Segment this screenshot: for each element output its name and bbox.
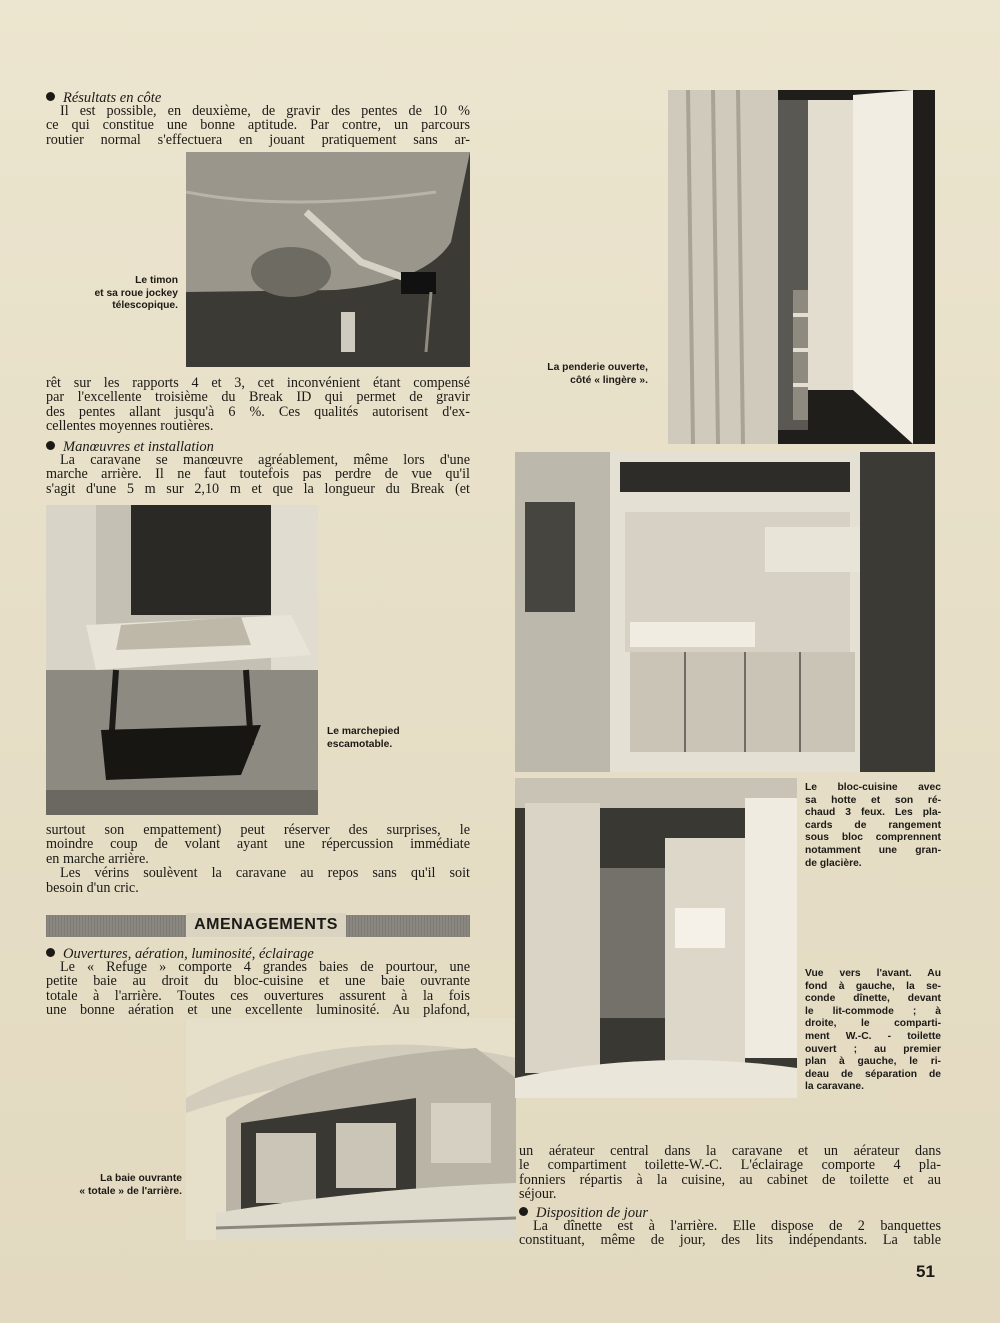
text-line: La caravane se manœuvre agréablement, même lors d'une [60, 453, 470, 468]
text-line: une bonne aération et une excellente luminosité. Au plafond, [46, 1003, 470, 1018]
text-line: constituant, même de jour, des lits indépendants. La table [519, 1233, 941, 1248]
photo-timon [186, 152, 470, 367]
photo-marchepied [46, 505, 318, 815]
text-line: Le « Refuge » comporte 4 grandes baies de pourtour, une [60, 960, 470, 975]
text-line: ce qui constitue une bonne aptitude. Par contre, un parcours [46, 118, 470, 133]
section-heading-resultats: Résultats en côte [46, 91, 161, 106]
caption-bloc-cuisine: Le bloc-cuisine avec sa hotte et son ré- chaud 3 feux. Les pla- cards de rangement sous bloc comprennent notamment une gran- de glacière. [805, 782, 941, 869]
text-line: La dînette est à l'arrière. Elle dispose de 2 banquettes [533, 1219, 941, 1234]
photo-bloc-cuisine [515, 452, 935, 772]
text-line: cellentes moyennes routières. [46, 419, 214, 434]
photo-timon-image [186, 152, 470, 367]
photo-vue-avant [515, 778, 797, 1098]
text-line: moindre coup de volant ayant une répercussion immédiate [46, 837, 470, 852]
bullet-icon [46, 441, 55, 450]
page-number: 51 [916, 1262, 935, 1281]
text-line: Les vérins soulèvent la caravane au repos sans qu'il soit [60, 866, 470, 881]
paragraph-manoeuvres [46, 453, 470, 496]
text-line: en marche arrière. [46, 851, 149, 867]
text-line: par l'excellente troisième du Break ID qui permet de gravir [46, 390, 470, 405]
photo-cuisine-image [515, 452, 935, 772]
paragraph-manoeuvres-cont [46, 823, 470, 895]
text-line: totale à l'arrière. Toutes ces ouvertures assurent à la fois [46, 988, 470, 1004]
text-line: routier normal s'effectuera en jouant pratiquement sans ar- [46, 132, 470, 148]
bullet-icon [46, 92, 55, 101]
photo-vue-image [515, 778, 797, 1098]
photo-penderie [668, 90, 935, 444]
text-line: besoin d'un cric. [46, 880, 139, 896]
section-heading-disposition: Disposition de jour [519, 1206, 648, 1221]
paragraph-ouvertures [46, 960, 470, 1018]
paragraph-disposition [519, 1219, 941, 1248]
photo-marchepied-image [46, 505, 318, 815]
section-heading-ouvertures: Ouvertures, aération, luminosité, éclairage [46, 947, 314, 962]
text-line: marche arrière. Il ne faut toutefois pas perdre de vue qu'il [46, 467, 470, 482]
photo-baie-ouvrante [186, 1018, 516, 1240]
caption-timon: Le timon et sa roue jockey télescopique. [94, 275, 178, 312]
caption-vue-avant: Vue vers l'avant. Au fond à gauche, la se- conde dînette, devant le lit-commode ; à droite, le comparti- ment W.-C. - toilette ouvert ; au premier plan à gauche, le ri- deau de séparation de la caravane. [805, 968, 941, 1093]
text-line: un aérateur central dans la caravane et un aérateur dans [519, 1144, 941, 1159]
text-line: rêt sur les rapports 4 et 3, cet inconvénient étant compensé [46, 376, 470, 391]
caption-marchepied: Le marchepied escamotable. [327, 726, 400, 750]
paragraph-resultats-cont [46, 376, 470, 434]
text-line: des pentes allant jusqu'à 6 %. Ces qualités autorisent d'ex- [46, 404, 470, 420]
text-line: fonniers répartis à la cuisine, au cabinet de toilette et au [519, 1172, 941, 1188]
caption-penderie: La penderie ouverte, côté « lingère ». [547, 362, 648, 386]
text-line: séjour. [519, 1187, 557, 1202]
text-line: surtout son empattement) peut réserver des surprises, le [46, 823, 470, 838]
text-line: Il est possible, en deuxième, de gravir des pentes de 10 % [60, 104, 470, 119]
bullet-icon [46, 948, 55, 957]
text-line: s'agit d'une 5 m sur 2,10 m et que la longueur du Break (et [46, 481, 470, 497]
section-title: AMENAGEMENTS [186, 913, 346, 937]
photo-penderie-image [668, 90, 935, 444]
photo-baie-image [186, 1018, 516, 1240]
caption-baie: La baie ouvrante « totale » de l'arrière. [79, 1173, 182, 1197]
section-heading-manoeuvres: Manœuvres et installation [46, 440, 214, 455]
paragraph-ouvertures-cont [519, 1144, 941, 1202]
bullet-icon [519, 1207, 528, 1216]
text-line: le compartiment toilette-W.-C. L'éclairage comporte 4 pla- [519, 1158, 941, 1173]
paragraph-resultats [46, 104, 470, 147]
text-line: petite baie au droit du bloc-cuisine et une baie ouvrante [46, 974, 470, 989]
